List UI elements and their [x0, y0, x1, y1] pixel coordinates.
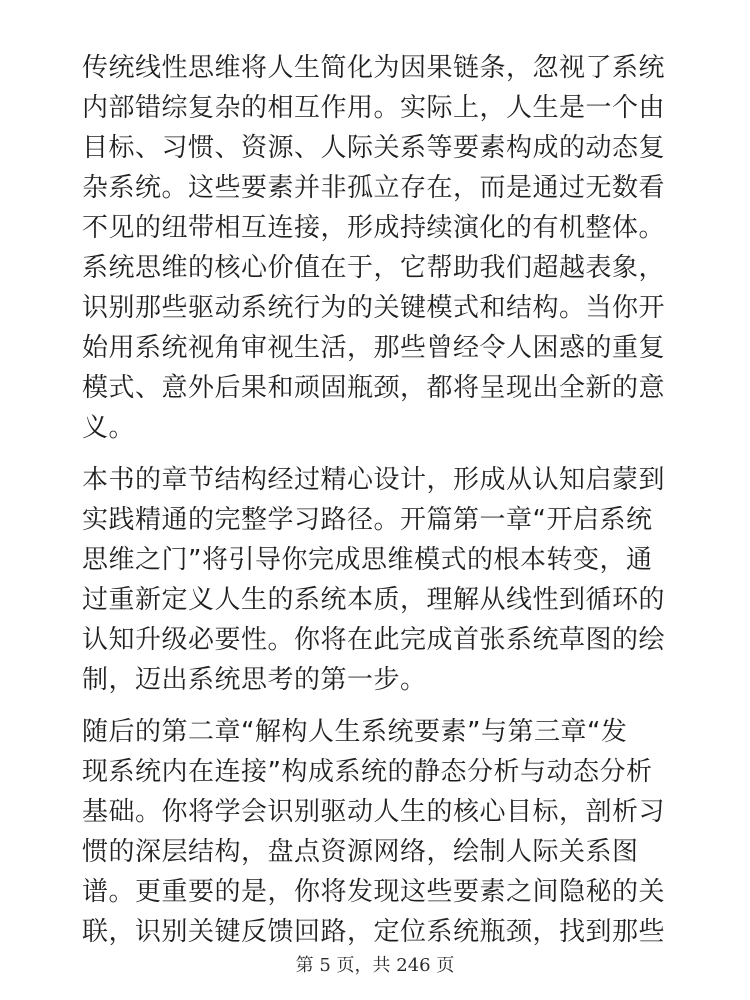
text-line: 思维之门”将引导你完成思维模式的根本转变，通 — [82, 545, 653, 575]
text-line: 目标、习惯、资源、人际关系等要素构成的动态复 — [82, 133, 666, 163]
text-line: 传统线性思维将人生简化为因果链条，忽视了系统 — [82, 53, 666, 83]
text-line: 始用系统视角审视生活，那些曾经令人困惑的重复 — [82, 333, 666, 363]
text-line: 制，迈出系统思考的第一步。 — [82, 665, 427, 695]
text-line: 识别那些驱动系统行为的关键模式和结构。当你开 — [82, 293, 666, 323]
text-line: 内部错综复杂的相互作用。实际上，人生是一个由 — [82, 93, 666, 123]
text-line: 联，识别关键反馈回路，定位系统瓶颈，找到那些 — [82, 917, 666, 947]
text-line: 杂系统。这些要素并非孤立存在，而是通过无数看 — [82, 173, 666, 203]
text-line: 模式、意外后果和顽固瓶颈，都将呈现出全新的意 — [82, 373, 666, 403]
text-line: 本书的章节结构经过精心设计，形成从认知启蒙到 — [82, 465, 666, 495]
paragraph-3 — [82, 712, 672, 952]
document-body — [82, 48, 672, 964]
text-line: 谱。更重要的是，你将发现这些要素之间隐秘的关 — [82, 877, 666, 907]
text-line: 实践精通的完整学习路径。开篇第一章“开启系统 — [82, 505, 653, 535]
text-line: 认知升级必要性。你将在此完成首张系统草图的绘 — [82, 625, 666, 655]
text-line: 惯的深层结构，盘点资源网络，绘制人际关系图 — [82, 837, 639, 867]
paragraph-1 — [82, 48, 672, 448]
paragraph-2 — [82, 460, 672, 700]
text-line: 义。 — [82, 413, 136, 443]
text-line: 不见的纽带相互连接，形成持续演化的有机整体。 — [82, 213, 666, 243]
text-line: 随后的第二章“解构人生系统要素”与第三章“发 — [82, 717, 628, 747]
page-number-footer: 第 5 页，共 246 页 — [295, 955, 455, 976]
text-line: 系统思维的核心价值在于，它帮助我们超越表象， — [82, 253, 666, 283]
text-line: 现系统内在连接”构成系统的静态分析与动态分析 — [82, 757, 653, 787]
text-line: 过重新定义人生的系统本质，理解从线性到循环的 — [82, 585, 666, 615]
text-line: 基础。你将学会识别驱动人生的核心目标，剖析习 — [82, 797, 666, 827]
